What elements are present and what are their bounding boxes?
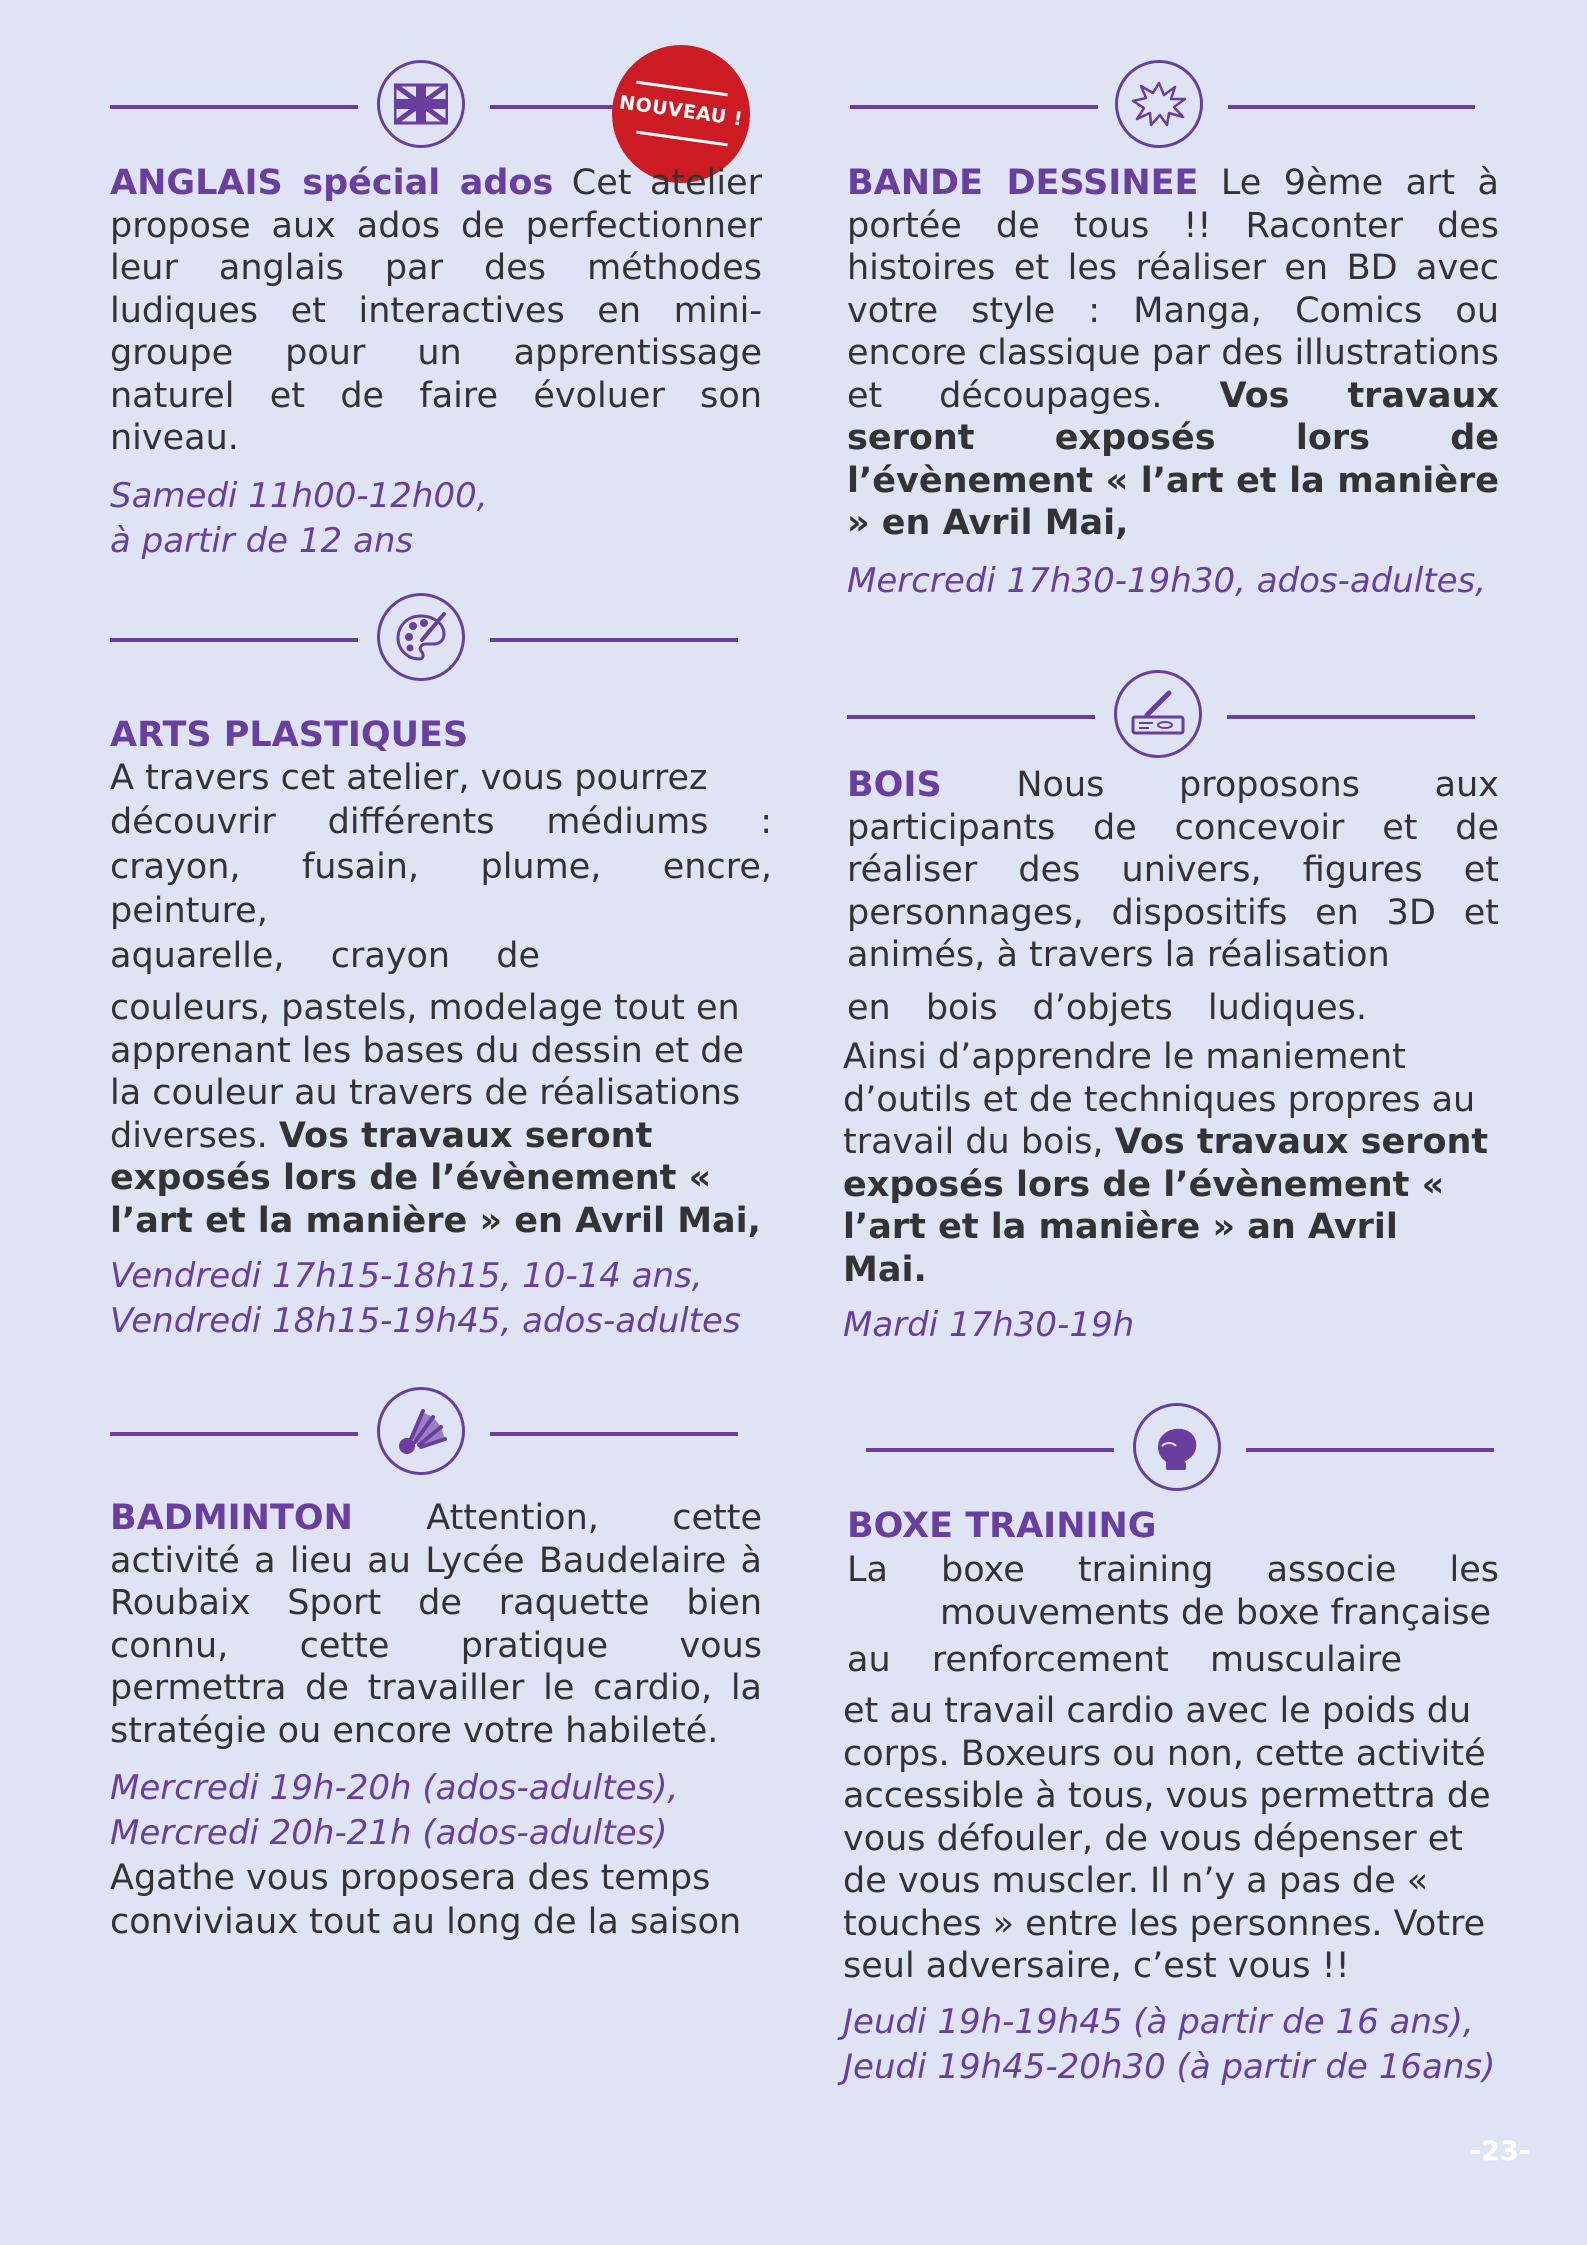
arts-bold-note: Vos travaux seront exposés lors de l’évènement « l’art et la manière » en Avril Mai, xyxy=(110,1115,761,1241)
comic-burst-icon xyxy=(1115,60,1203,148)
anglais-title: ANGLAIS spécial ados xyxy=(110,163,554,203)
arts-line-4: aquarelle, crayon de xyxy=(110,936,540,976)
anglais-schedule-2: à partir de 12 ans xyxy=(110,520,414,561)
divider-line-left xyxy=(110,638,358,642)
boxe-schedule-1: Jeudi 19h-19h45 (à partir de 16 ans), xyxy=(843,2001,1474,2042)
arts-schedule-2: Vendredi 18h15-19h45, ados-adultes xyxy=(110,1301,741,1341)
bois-schedule-1: Mardi 17h30-19h xyxy=(843,1305,1135,1345)
divider-line-right xyxy=(490,105,620,109)
page-number: -23- xyxy=(1470,2136,1530,2167)
bd-body: Le 9ème art à portée de tous !! Raconter des histoires et les réaliser en BD avec votre style : Manga, Comics ou encore classique par des illustrations et découpages. xyxy=(847,163,1500,416)
arts-divider xyxy=(110,593,742,688)
boxe-section-continued xyxy=(843,1690,1503,2090)
badge-line-top xyxy=(636,81,728,97)
arts-schedule-1: Vendredi 17h15-18h15, 10-14 ans, xyxy=(110,1256,703,1296)
divider-line-left xyxy=(850,105,1098,109)
badminton-body: Attention, cette activité a lieu au Lycée Baudelaire à Roubaix Sport de raquette bien connu, cette pratique vous permettra de travailler le cardio, la stratégie ou encore votre habileté. xyxy=(110,1498,762,1751)
badminton-extra-note: Agathe vous proposera des temps conviviaux tout au long de la saison xyxy=(110,1858,742,1942)
badminton-schedule-2: Mercredi 20h-21h (ados-adultes) xyxy=(110,1813,668,1853)
bd-title: BANDE DESSINEE xyxy=(847,163,1199,203)
badminton-description xyxy=(110,1497,762,1752)
shuttlecock-icon xyxy=(377,1387,465,1475)
divider-line-left xyxy=(110,105,358,109)
anglais-body: Cet atelier propose aux ados de perfectionner leur anglais par des méthodes ludiques et interactives en mini-groupe pour un apprentissage naturel et de faire évoluer son niveau. xyxy=(110,163,762,458)
boxe-line-2: mouvements de boxe française xyxy=(940,1592,1492,1633)
anglais-schedule-1: Samedi 11h00-12h00, xyxy=(110,475,488,516)
bois-section-continued xyxy=(843,1036,1491,1348)
divider-line-right xyxy=(1227,715,1475,719)
bois-bold-note: Vos travaux seront exposés lors de l’évènement « l’art et la manière » an Avril Mai. xyxy=(843,1122,1489,1290)
bois-description xyxy=(847,764,1499,977)
divider-line-left xyxy=(847,715,1095,719)
arts-line-1: A travers cet atelier, vous pourrez xyxy=(110,757,708,798)
boxe-schedule-2: Jeudi 19h45-20h30 (à partir de 16ans) xyxy=(843,2046,1496,2087)
arts-title: ARTS PLASTIQUES xyxy=(110,715,469,755)
bois-body: Nous proposons aux participants de concevoir et de réaliser des univers, figures et personnages, dispositifs en 3D et animés, à travers la réalisation xyxy=(847,765,1499,975)
divider-line-right xyxy=(1246,1448,1494,1452)
badminton-divider xyxy=(110,1387,742,1482)
divider-line-left xyxy=(866,1448,1114,1452)
anglais-description xyxy=(110,162,762,460)
arts-body: couleurs, pastels, modelage tout en apprenant les bases du dessin et de la couleur au travers de réalisations diverses. xyxy=(110,988,745,1156)
badminton-title: BADMINTON xyxy=(110,1498,353,1538)
union-jack-flag-icon xyxy=(377,60,465,148)
badge-label: NOUVEAU ! xyxy=(617,91,745,131)
bois-body-2: en bois d’objets ludiques. xyxy=(847,987,1367,1028)
arts-line-2: découvrir différents médiums : xyxy=(110,802,772,842)
bois-body-3: Ainsi d’apprendre le maniement d’outils et de techniques propres au travail du bois, xyxy=(843,1037,1476,1162)
anglais-section xyxy=(110,162,762,564)
badge-line-bottom xyxy=(636,131,728,147)
bois-description-2 xyxy=(843,1036,1491,1291)
arts-description xyxy=(110,987,762,1242)
bois-divider xyxy=(847,670,1479,765)
bd-schedule-1: Mercredi 17h30-19h30, ados-adultes, xyxy=(847,560,1487,601)
bd-section xyxy=(847,162,1499,604)
divider-line-right xyxy=(490,638,738,642)
arts-section xyxy=(110,714,772,1344)
bd-bold-note: Vos travaux seront exposés lors de l’évènement « l’art et la manière » en Avril Mai, xyxy=(847,375,1499,543)
boxe-body: et au travail cardio avec le poids du corps. Boxeurs ou non, cette activité accessible à tous, vous permettra de vous défouler, de vous dépenser et de vous muscler. Il n’y a pas de « touches » entre les personnes. Votre seul adversaire, c’est vous !! xyxy=(843,1691,1491,1986)
bois-title: BOIS xyxy=(847,765,942,805)
bois-section xyxy=(847,764,1499,1029)
divider-line-left xyxy=(110,1432,358,1436)
badminton-section xyxy=(110,1497,762,1944)
boxe-title: BOXE TRAINING xyxy=(847,1506,1157,1546)
divider-line-right xyxy=(1228,105,1475,109)
boxe-section xyxy=(847,1505,1499,1686)
bd-divider xyxy=(850,60,1475,155)
boxe-line-3: au renforcement musculaire xyxy=(847,1639,1402,1680)
wood-chisel-icon xyxy=(1114,670,1202,758)
boxing-glove-icon xyxy=(1133,1403,1221,1491)
bd-description xyxy=(847,162,1499,545)
badminton-schedule-1: Mercredi 19h-20h (ados-adultes), xyxy=(110,1768,679,1808)
divider-line-right xyxy=(490,1432,738,1436)
boxe-divider xyxy=(866,1403,1498,1498)
boxe-line-1: La boxe training associe les xyxy=(847,1549,1499,1590)
arts-line-3: crayon, fusain, plume, encre, peinture, xyxy=(110,847,772,931)
palette-brush-icon xyxy=(377,593,465,681)
